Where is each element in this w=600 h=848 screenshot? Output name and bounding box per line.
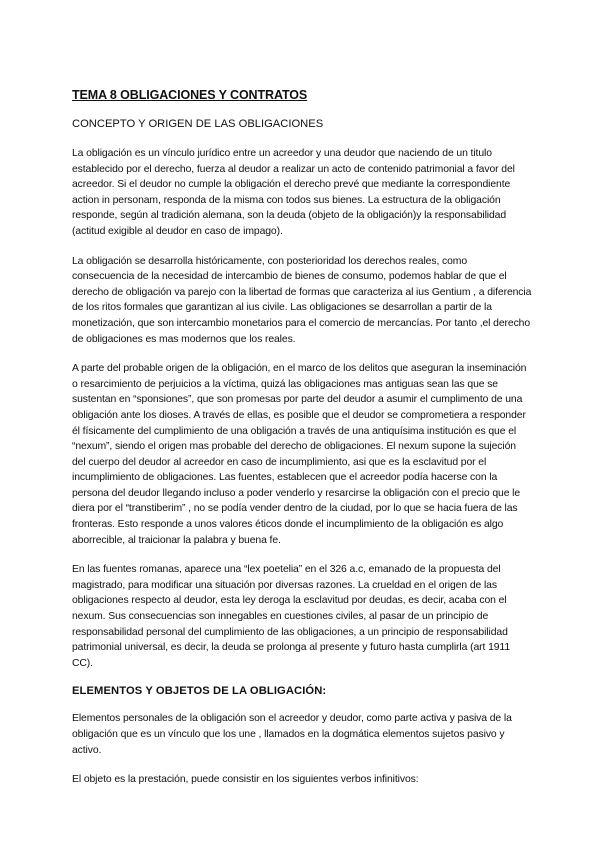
section-subtitle: CONCEPTO Y ORIGEN DE LAS OBLIGACIONES xyxy=(72,118,324,130)
document-content xyxy=(72,88,532,802)
document-title: TEMA 8 OBLIGACIONES Y CONTRATOS xyxy=(72,88,308,102)
paragraph: Elementos personales de la obligación son el acreedor y deudor, como parte activa y pasiva de la obligación que es un vínculo que los une , llamados en la dogmática elementos sujetos pasivo y activo. xyxy=(72,713,512,756)
paragraph: El objeto es la prestación, puede consistir en los siguientes verbos infinitivos: xyxy=(72,774,419,786)
paragraph: La obligación se desarrolla históricamente, con posterioridad los derechos reales, como consecuencia de la necesidad de intercambio de bienes de consumo, podemos hablar de que el derecho de obligación va parejo con la libertad de formas que caracteriza al ius Gentium , a diferencia de los ritos formales que garantizan al ius civile. Las obligaciones se desarrollan a partir de la monetización, que son intercambio monetarios para el comercio de mercancías. Por tanto ,el derecho de obligaciones es mas modernos que los reales. xyxy=(72,255,532,345)
paragraph: En las fuentes romanas, aparece una “lex poetelia” en el 326 a.c, emanado de la propuesta del magistrado, para modificar una situación por diversas razones. La crueldad en el origen de las obligaciones respecto al deudor, esta ley deroga la esclavitud por deudas, es decir, acaba con el nexum. Sus consecuencias son innegables en cuestiones civiles, al pasar de un principio de responsabilidad personal del cumplimiento de las obligaciones, a un principio de responsabilidad patrimonial universal, es decir, la deuda se prolonga al presente y futuro hasta cumplirla (art 1911 CC). xyxy=(72,564,511,669)
section-heading: ELEMENTOS Y OBJETOS DE LA OBLIGACIÓN: xyxy=(72,685,327,698)
paragraph: La obligación es un vínculo jurídico entre un acreedor y una deudor que naciendo de un titulo establecido por el derecho, fuerza al deudor a realizar un acto de contenido patrimonial a favor del acreedor. Si el deudor no cumple la obligación el derecho prevé que mediante la correspondiente action in personam, responda de la misma con todos sus bienes. La estructura de la obligación responde, según al tradición alemana, son la deuda (objeto de la obligación)y la responsabilidad (actitud exigible al deudor en caso de impago). xyxy=(72,148,515,237)
paragraph: A parte del probable origen de la obligación, en el marco de los delitos que aseguran la inseminación o resarcimiento de perjuicios a la víctima, quizá las obligaciones mas antiguas sean las que se sustentan en “sponsiones”, que son promesas por parte del deudor a asumir el cumplimento de una obligación ante los dioses. A través de ellas, es posible que el deudor se comprometiera a responder él físicamente del cumplimiento de una obligación a través de una antiquísima institución es que el “nexum”, siendo el origen mas probable del derecho de obligaciones. El nexum supone la sujeción del cuerpo del deudor al acreedor en caso de incumplimiento, asi que es la esclavitud por el incumplimiento de obligaciones. Las fuentes, establecen que el acreedor podía hacerse con la persona del deudor llegando incluso a poder venderlo y resarcirse la obligación con el precio que le diera por el “transtiberim” , no se podía vender dentro de la ciudad, por lo que se hacia fuera de las fronteras. Esto responde a unos valores éticos donde el incumplimiento de la obligación es algo aborrecible, al traicionar la palabra y buena fe. xyxy=(72,363,527,546)
